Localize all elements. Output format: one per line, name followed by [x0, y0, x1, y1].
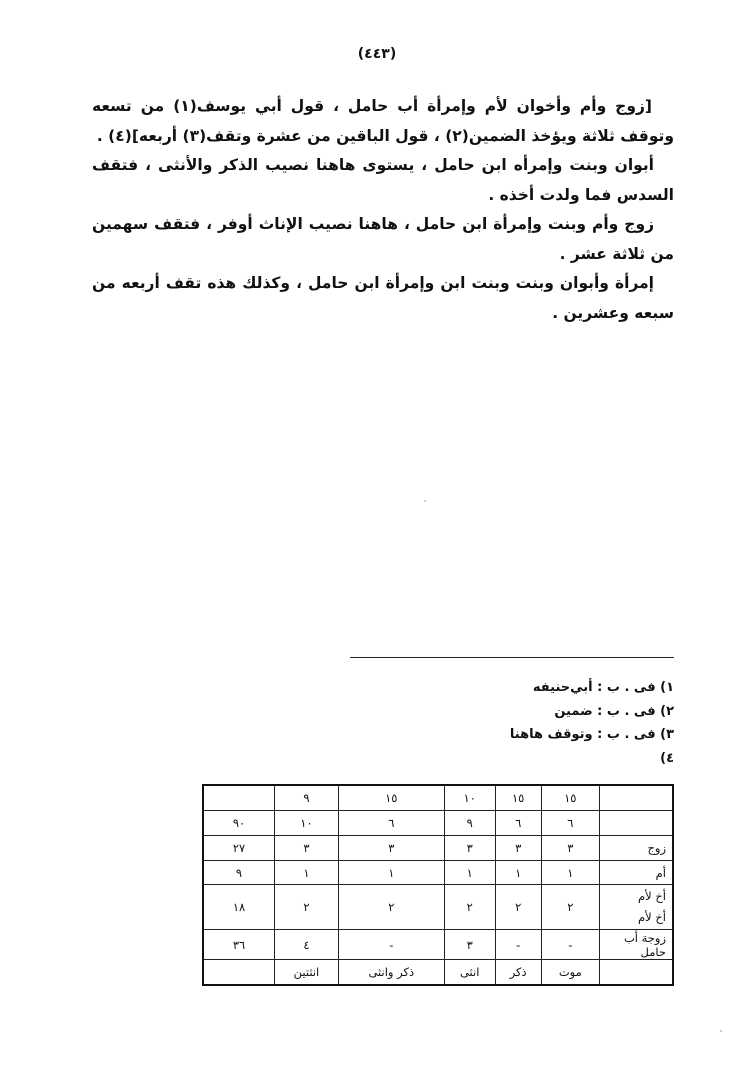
heir-label: زوج: [600, 835, 674, 860]
table-cell: [600, 960, 674, 985]
table-cell: [600, 810, 674, 835]
table-row-husband: [203, 835, 673, 860]
table-cell: ٢: [495, 885, 541, 930]
table-cell: ٣: [338, 835, 444, 860]
table-cell: ٦: [495, 810, 541, 835]
table-cell: ٣٦: [203, 930, 275, 960]
table-cell: ١: [444, 860, 495, 885]
footnote-1: ١) فى . ب : أبي‌حنيفه: [532, 680, 674, 695]
table-cell: ذكر: [495, 960, 541, 985]
table-cell: ١: [541, 860, 599, 885]
scan-speck: [720, 1030, 722, 1032]
table-cell: -: [338, 930, 444, 960]
paragraph-1: [زوج وأم وأخوان لأم وإمرأة أب حامل ، قول أبي يوسف(١) من تسعه وتوقف ثلاثة ويؤخذ الضمين(٢) ، قول الباقين من عشرة وتقف(٣) أربعه](٤) .: [92, 97, 674, 145]
table-cell: ٩: [275, 785, 339, 810]
table-cell: ٣: [444, 930, 495, 960]
footnote-2: ٢) فى . ب : ضمين: [554, 703, 674, 719]
paragraph-2: أبوان وبنت وإمرأه ابن حامل ، يستوى هاهنا نصيب الذكر والأنثى ، فتقف السدس فما ولدت أخذه .: [92, 156, 674, 204]
table-cell: ١: [495, 860, 541, 885]
table-row: [203, 810, 673, 835]
table-cell: ٢: [541, 885, 599, 930]
table-cell: ٢٧: [203, 835, 275, 860]
footnote-divider: [350, 657, 674, 658]
table-cell: -: [541, 930, 599, 960]
table-cell: انثى: [444, 960, 495, 985]
footnotes: [300, 676, 674, 770]
table-cell: ١: [275, 860, 339, 885]
table-cell: ٢: [275, 885, 339, 930]
table-cell: ذكر وانثى: [338, 960, 444, 985]
table-cell: -: [495, 930, 541, 960]
table-cell: ٩٠: [203, 810, 275, 835]
table-row-brothers: [203, 885, 673, 930]
footnote-3: ٣) فى . ب : وتوقف هاهنا: [509, 727, 674, 742]
table-cell: ٣: [541, 835, 599, 860]
heir-label: [600, 885, 674, 930]
table-cell: ١٠: [444, 785, 495, 810]
table-cell: [600, 785, 674, 810]
table-cell: ٣: [495, 835, 541, 860]
table-cell: انثتين: [275, 960, 339, 985]
table-cell: ٣: [275, 835, 339, 860]
table-cell: ٢: [338, 885, 444, 930]
table-cell: ١٥: [541, 785, 599, 810]
table-cell: ٤: [275, 930, 339, 960]
table-cell: ١: [338, 860, 444, 885]
paragraph-3: زوج وأم وبنت وإمرأة ابن حامل ، هاهنا نصيب الإناث أوفر ، فتقف سهمين من ثلاثة عشر .: [92, 215, 674, 263]
inheritance-table: [202, 784, 674, 986]
table-cell: ٦: [541, 810, 599, 835]
footnote-4: ٤): [660, 750, 674, 766]
table-cell: ٩: [203, 860, 275, 885]
table-row-wife: [203, 930, 673, 960]
table-cell: ٩: [444, 810, 495, 835]
table-cell: ٢: [444, 885, 495, 930]
heir-label-line: أخ لأم: [638, 910, 666, 925]
heir-label-line: أخ لأم: [638, 889, 666, 904]
table-header-row: [203, 785, 673, 810]
page-number: (٤٤٣): [357, 46, 397, 62]
heir-label: أم: [600, 860, 674, 885]
table-cell: موت: [541, 960, 599, 985]
heir-label: زوجة أب حامل: [600, 930, 674, 960]
table-cell: [203, 960, 275, 985]
body-text: [92, 92, 674, 328]
table-cell: ٦: [338, 810, 444, 835]
table-cell: [203, 785, 275, 810]
table-cell: ١٥: [495, 785, 541, 810]
table-cell: ١٨: [203, 885, 275, 930]
scan-speck: [424, 500, 426, 502]
table-footer-row: [203, 960, 673, 985]
paragraph-4: إمرأة وأبوان وبنت وبنت ابن وإمرأة ابن حامل ، وكذلك هذه تقف أربعه من سبعه وعشرين .: [92, 274, 674, 322]
table-row-mother: [203, 860, 673, 885]
table-cell: ١٥: [338, 785, 444, 810]
table-cell: ١٠: [275, 810, 339, 835]
table-cell: ٣: [444, 835, 495, 860]
